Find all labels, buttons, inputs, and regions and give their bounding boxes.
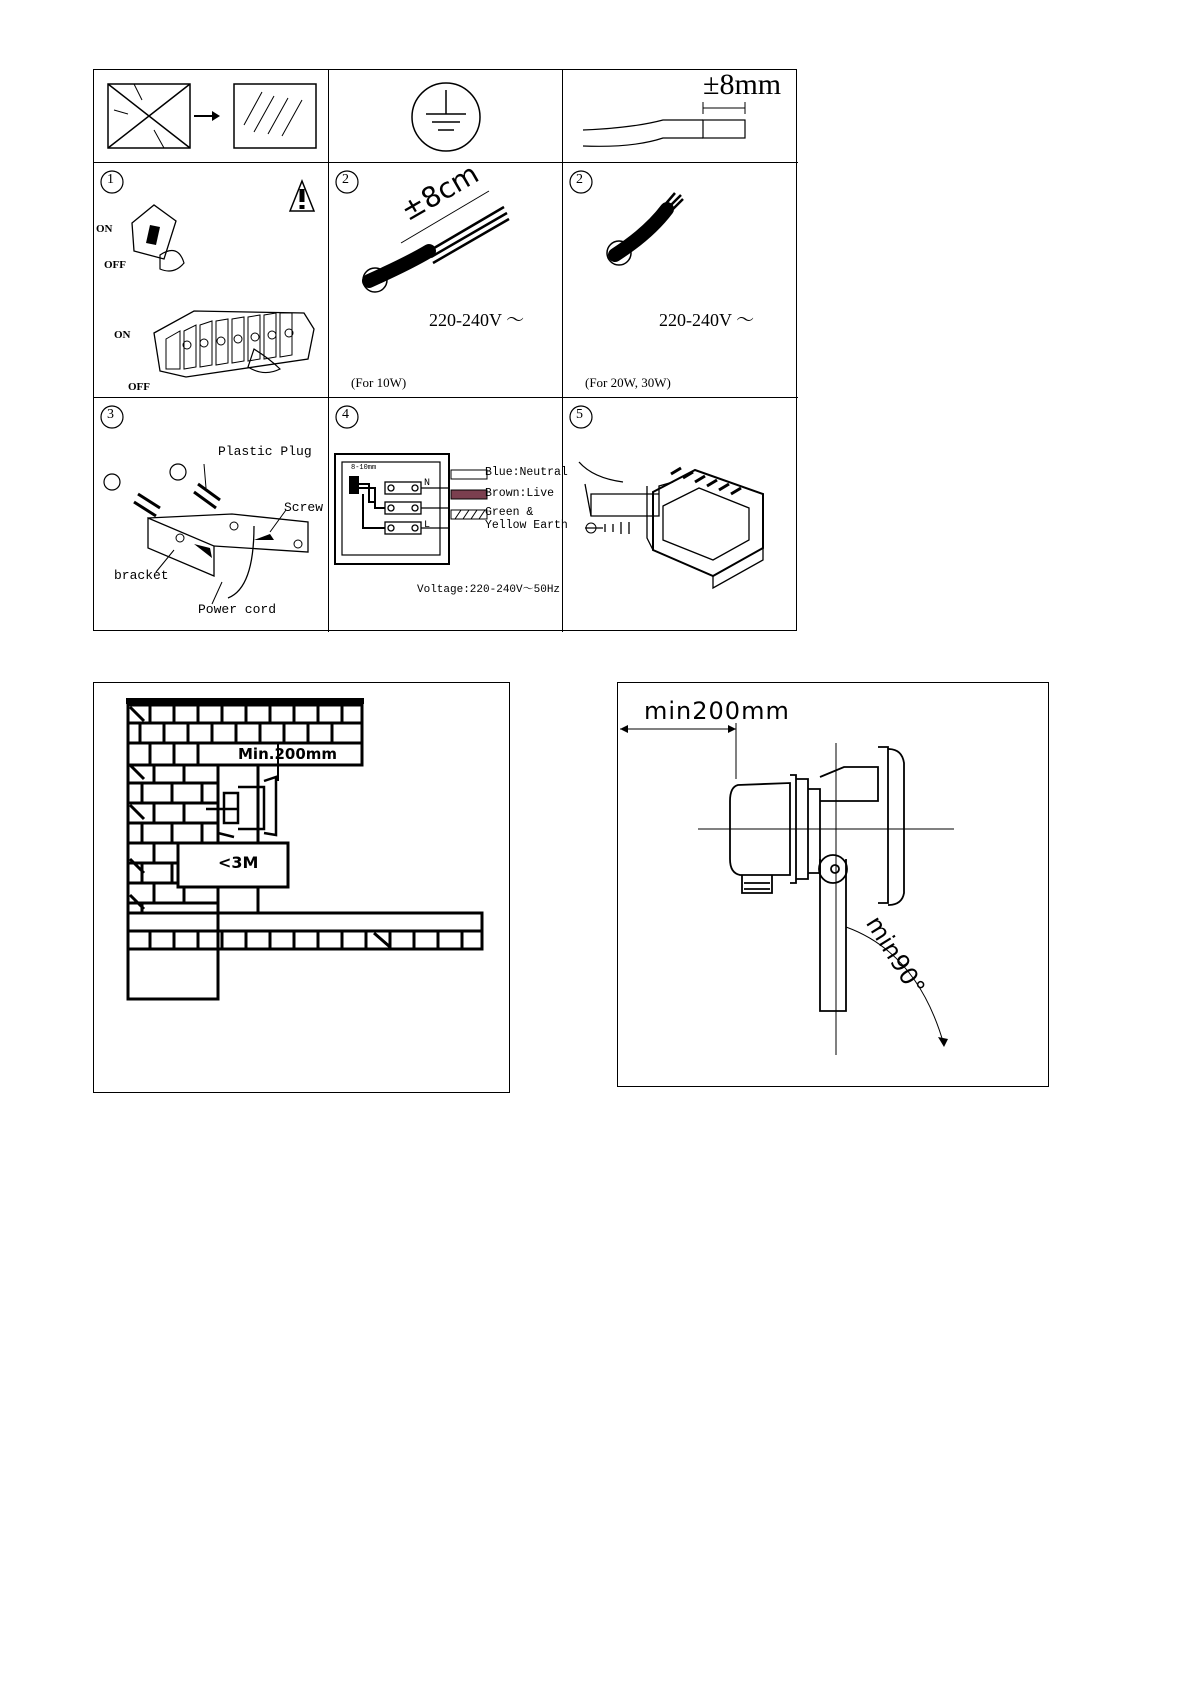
min-distance-label: min200mm (644, 697, 790, 725)
power-cord-label: Power cord (198, 602, 277, 617)
green-yellow-label-2: Yellow Earth (485, 519, 568, 532)
screw-label: Screw (284, 500, 324, 515)
voltage-20w-label: 220-240V ～ (659, 310, 755, 330)
step-4-number: 4 (342, 407, 349, 422)
voltage-spec-label: Voltage:220-240V～50Hz (417, 584, 561, 596)
min-angle-label: min90° (860, 911, 931, 1001)
brown-wire-swatch (451, 490, 487, 499)
voltage-10w-label: 220-240V ～ (429, 310, 525, 330)
wall-mount-diagram (93, 682, 510, 1093)
bracket-mounting-illustration (94, 398, 329, 632)
min-clearance-label: Min.200mm (238, 745, 338, 763)
step-3-number: 3 (107, 407, 114, 422)
note-20w-label: (For 20W, 30W) (585, 375, 671, 390)
step-2-10w-cell (329, 157, 563, 398)
green-yellow-label-1: Green & (485, 506, 534, 519)
terminal-gap-label: 8-10mm (351, 464, 377, 472)
floodlight-assembly-illustration (563, 398, 798, 632)
bracket-label: bracket (114, 568, 169, 583)
breaker-on-label: ON (114, 329, 131, 341)
switch-on-label: ON (96, 223, 113, 235)
installation-steps-grid (93, 69, 797, 631)
floodlight-side-illustration (618, 683, 1050, 1088)
cable-strip-20w-illustration (563, 163, 798, 398)
terminal-n-label: N (424, 478, 431, 489)
side-angle-diagram (617, 682, 1049, 1087)
step-4-wiring-cell (329, 398, 568, 632)
step-1-number: 1 (107, 172, 114, 187)
terminal-l-label: L (424, 520, 431, 531)
switch-off-label: OFF (104, 259, 126, 271)
broken-glass-icon (94, 70, 329, 163)
step-2-20w-30w-cell (563, 163, 798, 398)
blue-neutral-label: Blue:Neutral (485, 466, 568, 479)
step-5-assembly-cell (563, 398, 798, 632)
step-2a-number: 2 (342, 172, 349, 187)
broken-glass-replace-cell (94, 70, 329, 163)
plastic-plug-label: Plastic Plug (218, 444, 312, 459)
strip-length-cell (563, 70, 798, 163)
earth-ground-icon (329, 70, 563, 163)
strip-length-cm-label: ±8cm (395, 157, 485, 228)
breaker-off-label: OFF (128, 381, 150, 393)
step-2b-number: 2 (576, 172, 583, 187)
step-3-bracket-cell (94, 398, 329, 632)
strip-length-label: ±8mm (703, 68, 782, 101)
step-1-power-off-cell (94, 163, 329, 398)
earth-symbol-cell (329, 70, 563, 163)
note-10w-label: (For 10W) (351, 375, 407, 390)
max-height-label: <3M (218, 853, 259, 872)
breaker-switch-illustration (94, 163, 329, 398)
step-5-number: 5 (576, 407, 583, 422)
brown-live-label: Brown:Live (485, 487, 555, 500)
